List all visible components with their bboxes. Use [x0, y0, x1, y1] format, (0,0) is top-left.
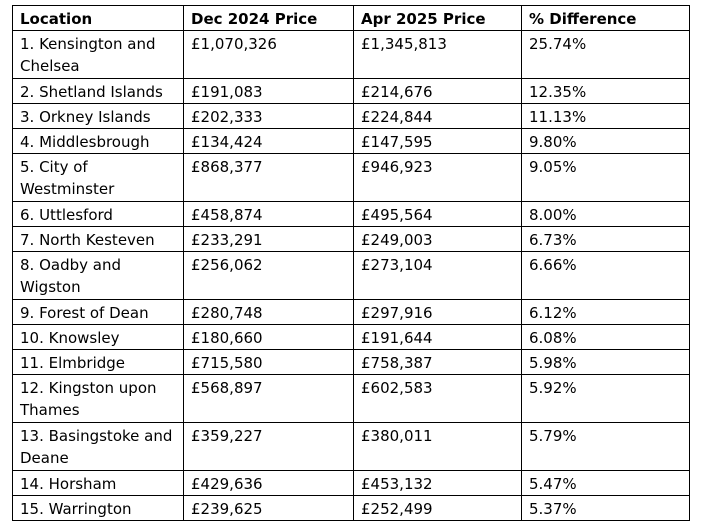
- cell-location: 2. Shetland Islands: [13, 79, 184, 104]
- table-row: [13, 202, 690, 227]
- cell-dec-price: £191,083: [184, 79, 354, 104]
- price-comparison-table: [12, 5, 690, 521]
- cell-location: 9. Forest of Dean: [13, 300, 184, 325]
- table-row: [13, 31, 690, 79]
- cell-apr-price: £602,583: [354, 375, 522, 423]
- cell-dec-price: £256,062: [184, 252, 354, 300]
- cell-dec-price: £458,874: [184, 202, 354, 227]
- cell-apr-price: £214,676: [354, 79, 522, 104]
- header-dec-2024-price: Dec 2024 Price: [184, 6, 354, 31]
- header-apr-2025-price: Apr 2025 Price: [354, 6, 522, 31]
- cell-apr-price: £1,345,813: [354, 31, 522, 79]
- cell-difference: 25.74%: [522, 31, 690, 79]
- cell-difference: 9.05%: [522, 154, 690, 202]
- table-row: [13, 300, 690, 325]
- cell-location: 13. Basingstoke and Deane: [13, 423, 184, 471]
- cell-location: 4. Middlesbrough: [13, 129, 184, 154]
- table-row: [13, 129, 690, 154]
- cell-apr-price: £946,923: [354, 154, 522, 202]
- table-header: [13, 6, 690, 31]
- table-row: [13, 471, 690, 496]
- table-row: [13, 350, 690, 375]
- cell-location: 11. Elmbridge: [13, 350, 184, 375]
- table-body: [13, 31, 690, 521]
- cell-dec-price: £1,070,326: [184, 31, 354, 79]
- cell-difference: 5.98%: [522, 350, 690, 375]
- header-row: [13, 6, 690, 31]
- table-row: [13, 154, 690, 202]
- cell-apr-price: £249,003: [354, 227, 522, 252]
- cell-dec-price: £429,636: [184, 471, 354, 496]
- cell-difference: 6.08%: [522, 325, 690, 350]
- cell-dec-price: £868,377: [184, 154, 354, 202]
- cell-location: 1. Kensington and Chelsea: [13, 31, 184, 79]
- table-row: [13, 325, 690, 350]
- cell-apr-price: £380,011: [354, 423, 522, 471]
- cell-dec-price: £134,424: [184, 129, 354, 154]
- cell-apr-price: £273,104: [354, 252, 522, 300]
- cell-dec-price: £568,897: [184, 375, 354, 423]
- cell-location: 3. Orkney Islands: [13, 104, 184, 129]
- table-row: [13, 252, 690, 300]
- cell-apr-price: £252,499: [354, 496, 522, 521]
- table-row: [13, 227, 690, 252]
- cell-apr-price: £758,387: [354, 350, 522, 375]
- cell-apr-price: £191,644: [354, 325, 522, 350]
- cell-dec-price: £233,291: [184, 227, 354, 252]
- cell-apr-price: £453,132: [354, 471, 522, 496]
- cell-difference: 12.35%: [522, 79, 690, 104]
- cell-dec-price: £202,333: [184, 104, 354, 129]
- table-row: [13, 496, 690, 521]
- cell-dec-price: £180,660: [184, 325, 354, 350]
- cell-location: 6. Uttlesford: [13, 202, 184, 227]
- cell-location: 5. City of Westminster: [13, 154, 184, 202]
- table-row: [13, 375, 690, 423]
- cell-apr-price: £495,564: [354, 202, 522, 227]
- cell-difference: 5.47%: [522, 471, 690, 496]
- cell-location: 15. Warrington: [13, 496, 184, 521]
- cell-difference: 6.73%: [522, 227, 690, 252]
- table-row: [13, 104, 690, 129]
- cell-difference: 8.00%: [522, 202, 690, 227]
- cell-location: 7. North Kesteven: [13, 227, 184, 252]
- cell-dec-price: £359,227: [184, 423, 354, 471]
- cell-difference: 11.13%: [522, 104, 690, 129]
- table-row: [13, 79, 690, 104]
- cell-location: 14. Horsham: [13, 471, 184, 496]
- cell-difference: 5.92%: [522, 375, 690, 423]
- cell-location: 10. Knowsley: [13, 325, 184, 350]
- cell-dec-price: £715,580: [184, 350, 354, 375]
- cell-difference: 6.66%: [522, 252, 690, 300]
- cell-apr-price: £224,844: [354, 104, 522, 129]
- cell-difference: 5.79%: [522, 423, 690, 471]
- cell-difference: 6.12%: [522, 300, 690, 325]
- cell-dec-price: £280,748: [184, 300, 354, 325]
- header-location: Location: [13, 6, 184, 31]
- cell-location: 12. Kingston upon Thames: [13, 375, 184, 423]
- table-row: [13, 423, 690, 471]
- cell-dec-price: £239,625: [184, 496, 354, 521]
- cell-difference: 5.37%: [522, 496, 690, 521]
- cell-apr-price: £147,595: [354, 129, 522, 154]
- cell-apr-price: £297,916: [354, 300, 522, 325]
- cell-difference: 9.80%: [522, 129, 690, 154]
- cell-location: 8. Oadby and Wigston: [13, 252, 184, 300]
- header-percent-difference: % Difference: [522, 6, 690, 31]
